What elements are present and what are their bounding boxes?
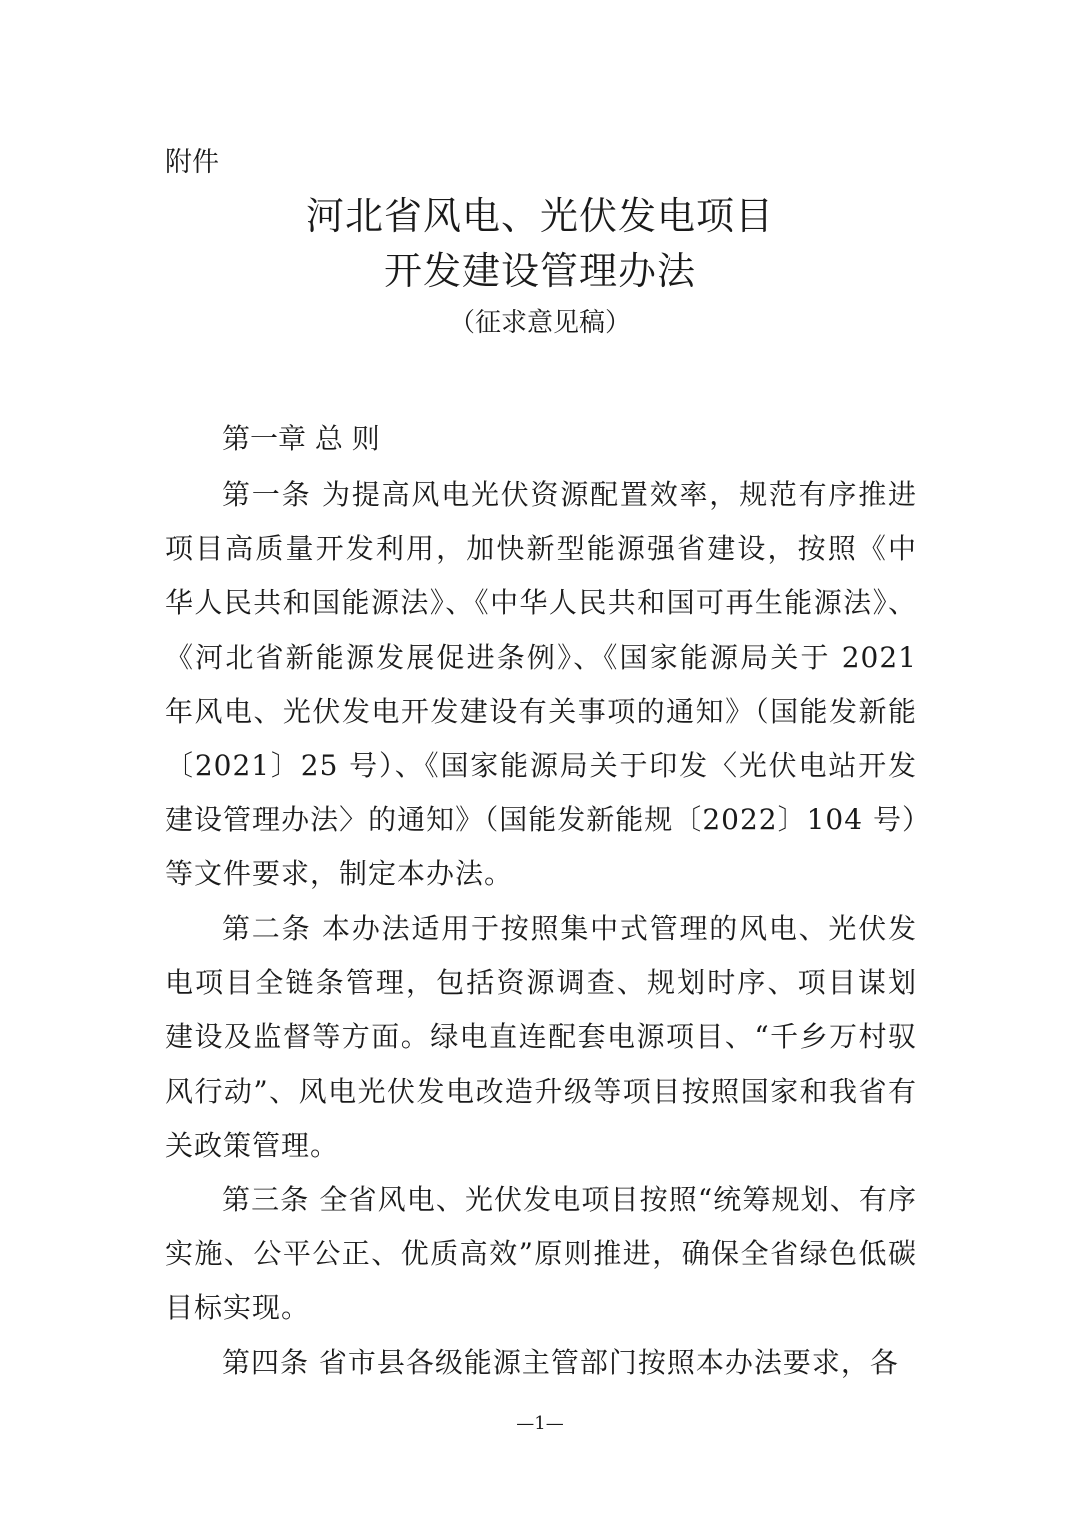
page-number: —1—: [516, 1413, 564, 1434]
article-3: 第三条 全省风电、光伏发电项目按照“统筹规划、有序实施、公平公正、优质高效”原则推进，确保全省绿色低碳目标实现。: [165, 1183, 917, 1325]
document-title-line-2: 开发建设管理办法: [383, 249, 696, 293]
article-1: 第一条 为提高风电光伏资源配置效率，规范有序推进项目高质量开发利用，加快新型能源强省建设，按照《中华人民共和国能源法》、《中华人民共和国可再生能源法》、《河北省新能源发展促进条例》、《国家能源局关于 2021 年风电、光伏发电开发建设有关事项的通知》（国能发新能〔2021〕25 号）、《国家能源局关于印发〈光伏电站开发建设管理办法〉的通知》（国能发新能规〔2022〕104 号）等文件要求，制定本办法。: [165, 478, 917, 891]
article-2: 第二条 本办法适用于按照集中式管理的风电、光伏发电项目全链条管理，包括资源调查、规划时序、项目谋划建设及监督等方面。绿电直连配套电源项目、“千乡万村驭风行动”、风电光伏发电改造升级等项目按照国家和我省有关政策管理。: [165, 912, 917, 1162]
document-title-line-1: 河北省风电、光伏发电项目: [305, 194, 774, 238]
chapter-heading: 第一章 总 则: [222, 422, 380, 455]
document-subtitle: （征求意见稿）: [448, 308, 631, 338]
attachment-label: 附件: [165, 147, 219, 178]
article-4: 第四条 省市县各级能源主管部门按照本办法要求，各: [222, 1346, 899, 1379]
